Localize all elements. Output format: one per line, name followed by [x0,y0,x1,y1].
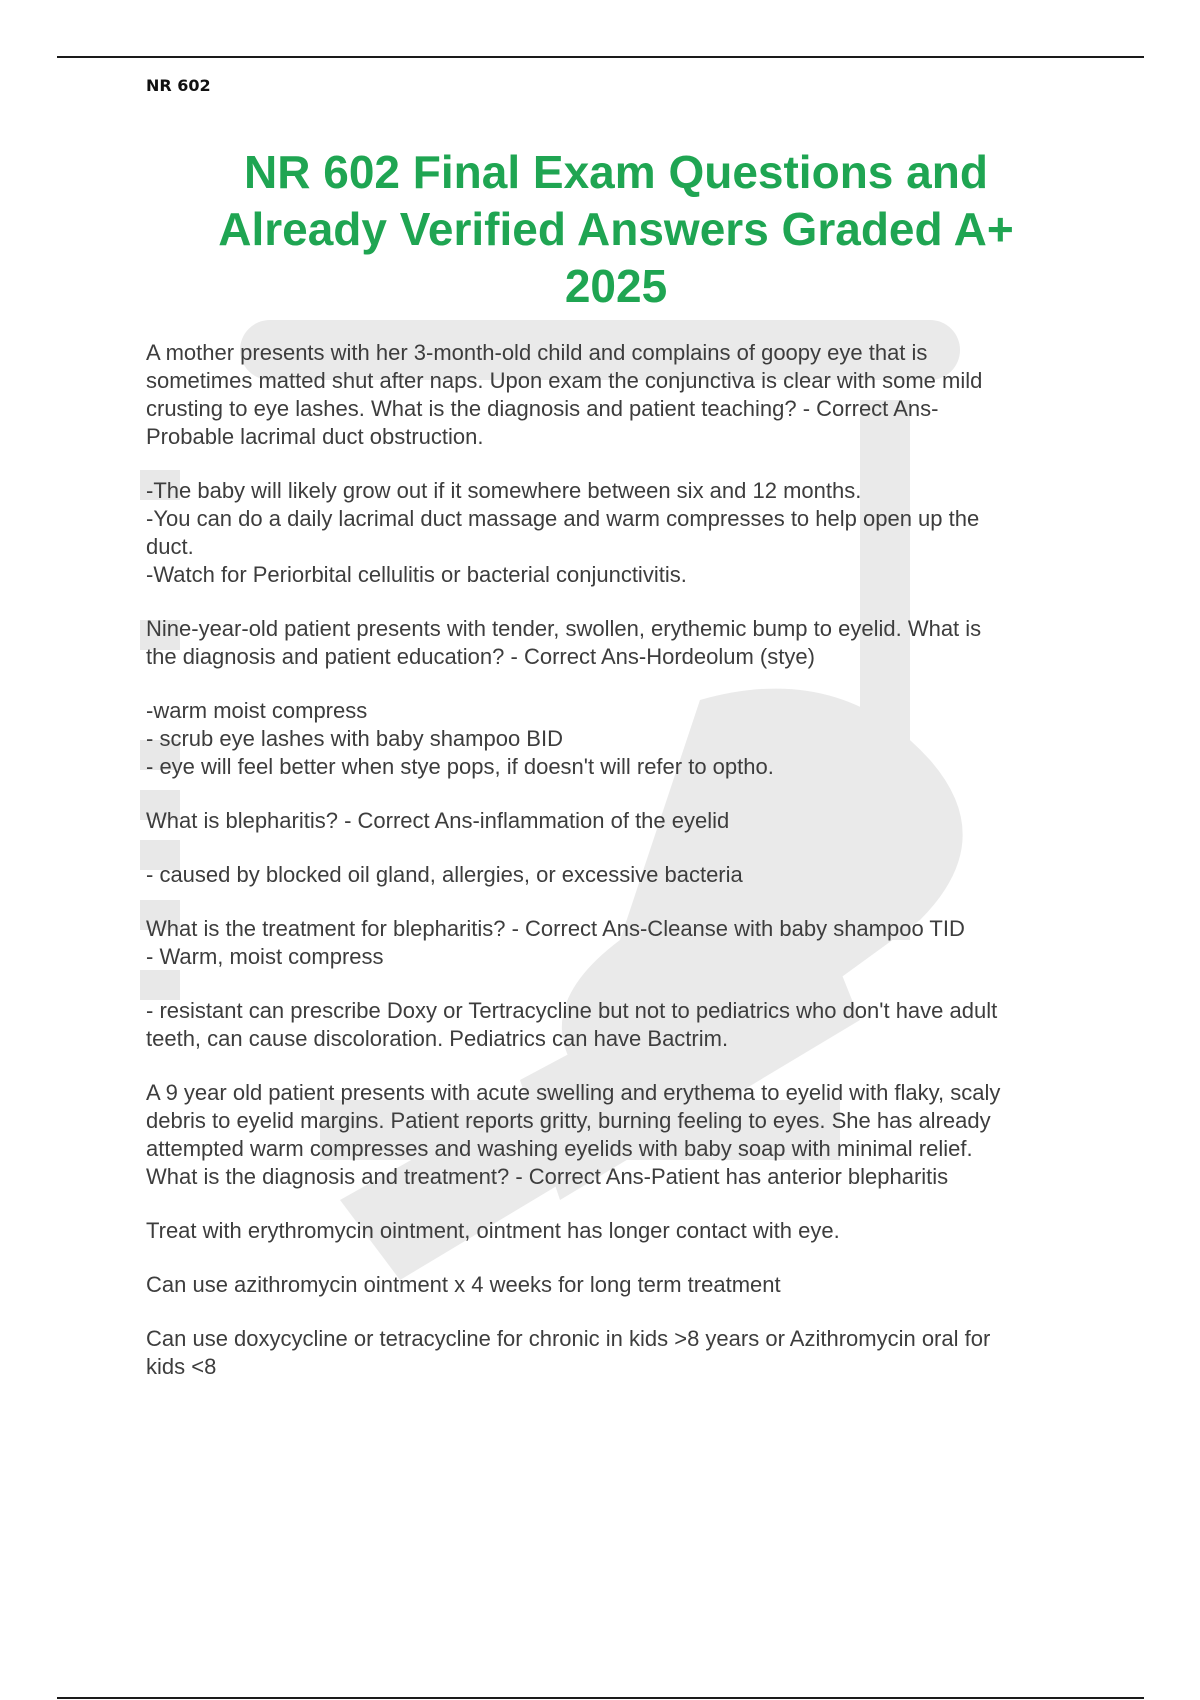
paragraph-answer-3 [146,861,1096,889]
paragraph-question-4 [146,915,1096,971]
paragraph-question-1 [146,339,1096,451]
text-line: What is the diagnosis and treatment? - Correct Ans-Patient has anterior blepharitis [146,1164,949,1189]
paragraph-answer-4 [146,997,1096,1053]
text-line: - resistant can prescribe Doxy or Tertracycline but not to pediatrics who don't have adult [146,998,998,1023]
paragraph-answer-1 [146,477,1096,589]
paragraph-answer-5a [146,1217,1096,1245]
text-line: Nine-year-old patient presents with tender, swollen, erythemic bump to eyelid. What is [146,616,982,641]
text-line: attempted warm compresses and washing eyelids with baby soap with minimal relief. [146,1136,973,1161]
title-line-1: NR 602 Final Exam Questions and [244,146,988,198]
document-body [146,339,1096,1407]
text-line: -warm moist compress [146,698,368,723]
text-line: teeth, can cause discoloration. Pediatrics can have Bactrim. [146,1026,729,1051]
paragraph-answer-5c [146,1325,1096,1381]
text-line: -Watch for Periorbital cellulitis or bacterial conjunctivitis. [146,562,687,587]
text-line: - caused by blocked oil gland, allergies, or excessive bacteria [146,862,743,887]
paragraph-question-2 [146,615,1096,671]
text-line: crusting to eye lashes. What is the diagnosis and patient teaching? - Correct Ans- [146,396,939,421]
text-line: Can use azithromycin ointment x 4 weeks for long term treatment [146,1272,781,1297]
text-line: Treat with erythromycin ointment, ointment has longer contact with eye. [146,1218,840,1243]
text-line: -The baby will likely grow out if it somewhere between six and 12 months. [146,478,862,503]
text-line: What is blepharitis? - Correct Ans-inflammation of the eyelid [146,808,730,833]
text-line: the diagnosis and patient education? - Correct Ans-Hordeolum (stye) [146,644,815,669]
text-line: debris to eyelid margins. Patient reports gritty, burning feeling to eyes. She has already [146,1108,991,1133]
text-line: Can use doxycycline or tetracycline for chronic in kids >8 years or Azithromycin oral for [146,1326,991,1351]
text-line: What is the treatment for blepharitis? - Correct Ans-Cleanse with baby shampoo TID [146,916,965,941]
paragraph-answer-2 [146,697,1096,781]
title-line-2: Already Verified Answers Graded A+ [218,203,1014,255]
header-label: NR 602 [146,76,211,95]
text-line: A mother presents with her 3-month-old child and complains of goopy eye that is [146,340,928,365]
text-line: Probable lacrimal duct obstruction. [146,424,484,449]
document-title [130,144,1102,315]
text-line: sometimes matted shut after naps. Upon exam the conjunctiva is clear with some mild [146,368,983,393]
text-line: kids <8 [146,1354,217,1379]
text-line: - scrub eye lashes with baby shampoo BID [146,726,563,751]
text-line: -You can do a daily lacrimal duct massage and warm compresses to help open up the [146,506,980,531]
paragraph-answer-5b [146,1271,1096,1299]
text-line: duct. [146,534,194,559]
text-line: A 9 year old patient presents with acute swelling and erythema to eyelid with flaky, scaly [146,1080,1001,1105]
bottom-rule [57,1697,1144,1699]
text-line: - eye will feel better when stye pops, if doesn't will refer to optho. [146,754,774,779]
paragraph-question-3 [146,807,1096,835]
paragraph-question-5 [146,1079,1096,1191]
text-line: - Warm, moist compress [146,944,384,969]
title-line-3: 2025 [564,260,668,312]
top-rule [57,56,1144,58]
